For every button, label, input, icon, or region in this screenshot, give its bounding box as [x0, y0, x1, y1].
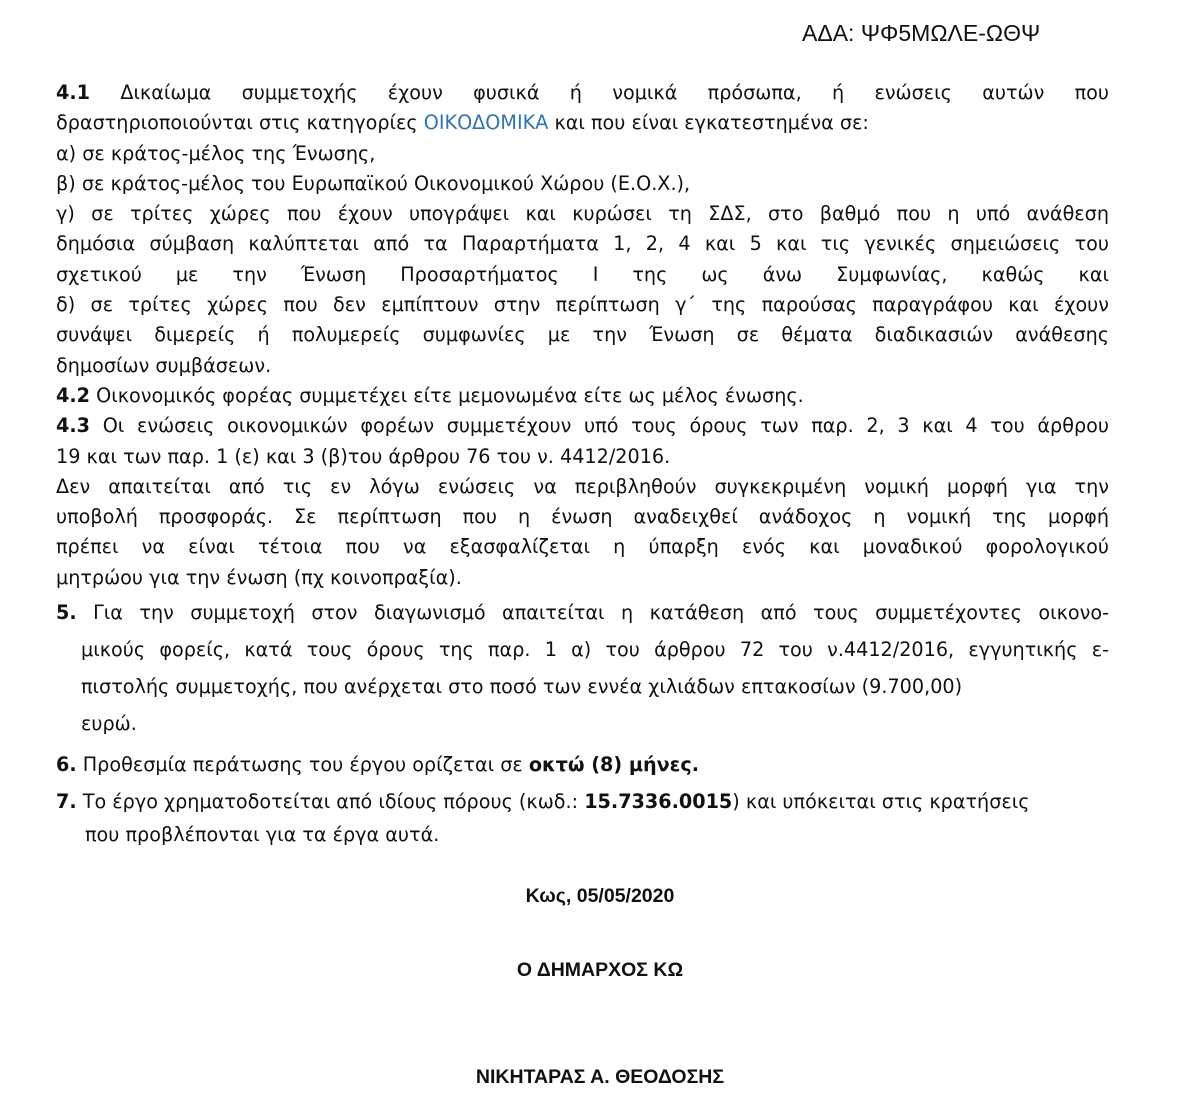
item-number: 6. — [56, 753, 77, 776]
budget-code: 15.7336.0015 — [584, 790, 733, 813]
item-text: Το έργο χρηματοδοτείται από ιδίους πόρους (κωδ.: — [76, 790, 585, 813]
item-a: α) σε κράτος-μέλος της Ένωσης, — [56, 141, 376, 165]
item-d-line-3: δημοσίων συμβάσεων. — [56, 353, 272, 377]
duration: οκτώ (8) μήνες. — [528, 753, 700, 776]
category-name: ΟΙΚΟΔΟΜΙΚΑ — [423, 111, 549, 135]
paragraph-4-1-line-2 — [56, 108, 1109, 138]
item-5-line-2: μικούς φορείς, κατά τους όρους της παρ. 1 α) του άρθρου 72 του ν.4412/2016, εγγυητικής ε- — [81, 638, 1109, 661]
item-text: Προθεσμία περάτωσης του έργου ορίζεται σε — [76, 753, 529, 776]
paragraph-text: Δικαίωμα συμμετοχής έχουν φυσικά ή νομικά πρόσωπα, ή ενώσεις αυτών που — [120, 81, 1109, 104]
item-number: 7. — [56, 790, 77, 813]
item-d-line-1: δ) σε τρίτες χώρες που δεν εμπίπτουν στην περίπτωση γ΄ της παρούσας παραγράφου και έχουν — [56, 293, 1109, 317]
paragraph-4-1-line-1 — [56, 78, 1109, 108]
item-c-line-1: γ) σε τρίτες χώρες που έχουν υπογράψει και κυρώσει τη ΣΔΣ, στο βαθμό που η υπό ανάθεση — [56, 202, 1109, 226]
item-5-line-4: ευρώ. — [81, 712, 137, 735]
item-d-line-2: συνάψει διμερείς ή πολυμερείς συμφωνίες με την Ένωση σε θέματα διαδικασιών ανάθεσης — [56, 323, 1109, 347]
paragraph-4-3-line-4: υποβολή προσφοράς. Σε περίπτωση που η ένωση αναδειχθεί ανάδοχος η νομική της μορφή — [56, 505, 1109, 529]
numbered-items — [56, 594, 1109, 851]
document-body — [56, 78, 1109, 593]
place-date: Κως, 05/05/2020 — [525, 885, 675, 907]
paragraph-text: Οι ενώσεις οικονομικών φορέων συμμετέχουν υπό τους όρους των παρ. 2, 3 και 4 του άρθρου — [90, 414, 1109, 438]
paragraph-text: και που είναι εγκατεστημένα σε: — [548, 111, 869, 135]
paragraph-number: 4.1 — [56, 81, 90, 104]
item-7-line-1 — [56, 785, 1109, 818]
item-c-line-2: δημόσια σύμβαση καλύπτεται από τα Παραρτήματα 1, 2, 4 και 5 και τις γενικές σημειώσεις του — [56, 232, 1109, 256]
item-number: 5. — [56, 601, 77, 624]
paragraph-4-2 — [56, 381, 1109, 411]
signatory-name: ΝΙΚΗΤΑΡΑΣ Α. ΘΕΟΔΟΣΗΣ — [475, 1066, 725, 1088]
paragraph-4-3-line-3: Δεν απαιτείται από τις εν λόγω ενώσεις να περιβληθούν συγκεκριμένη νομική μορφή για την — [56, 474, 1109, 498]
paragraph-4-3-line-6: μητρώου για την ένωση (πχ κοινοπραξία). — [56, 565, 462, 589]
paragraph-text: Οικονομικός φορέας συμμετέχει είτε μεμονωμένα είτε ως μέλος ένωσης. — [90, 383, 804, 407]
item-5-line-3: πιστολής συμμετοχής, που ανέρχεται στο ποσό των εννέα χιλιάδων επτακοσίων (9.700,00) — [81, 675, 963, 698]
item-b: β) σε κράτος-μέλος του Ευρωπαϊκού Οικονομικού Χώρου (Ε.Ο.Χ.), — [56, 171, 691, 195]
item-7 — [56, 785, 1109, 851]
item-5 — [56, 594, 1109, 742]
paragraph-4-3-line-5: πρέπει να είναι τέτοια που να εξασφαλίζεται η ύπαρξη ενός και μοναδικού φορολογικού — [56, 535, 1109, 559]
item-text: ) και υπόκειται στις κρατήσεις — [732, 790, 1030, 813]
item-text: Για την συμμετοχή στον διαγωνισμό απαιτείται η κατάθεση από τους συμμετέχοντες οικονο- — [76, 601, 1109, 624]
item-7-line-2: που προβλέπονται για τα έργα αυτά. — [85, 823, 440, 846]
paragraph-number: 4.2 — [56, 383, 90, 407]
ada-code: ΑΔΑ: ΨΦ5ΜΩΛΕ-ΩΘΨ — [802, 20, 1041, 46]
paragraph-text: δραστηριοποιούνται στις κατηγορίες — [56, 111, 424, 135]
item-5-line-1 — [56, 594, 1109, 631]
paragraph-4-3-line-2: 19 και των παρ. 1 (ε) και 3 (β)του άρθρου 76 του ν. 4412/2016. — [56, 444, 671, 468]
signatory-title: Ο ΔΗΜΑΡΧΟΣ ΚΩ — [516, 959, 684, 981]
item-6 — [56, 747, 1109, 783]
paragraph-4-3-line-1 — [56, 411, 1109, 441]
paragraph-number: 4.3 — [56, 414, 90, 438]
item-c-line-3: σχετικού με την Ένωση Προσαρτήματος Ι της ως άνω Συμφωνίας, καθώς και — [56, 262, 1109, 286]
